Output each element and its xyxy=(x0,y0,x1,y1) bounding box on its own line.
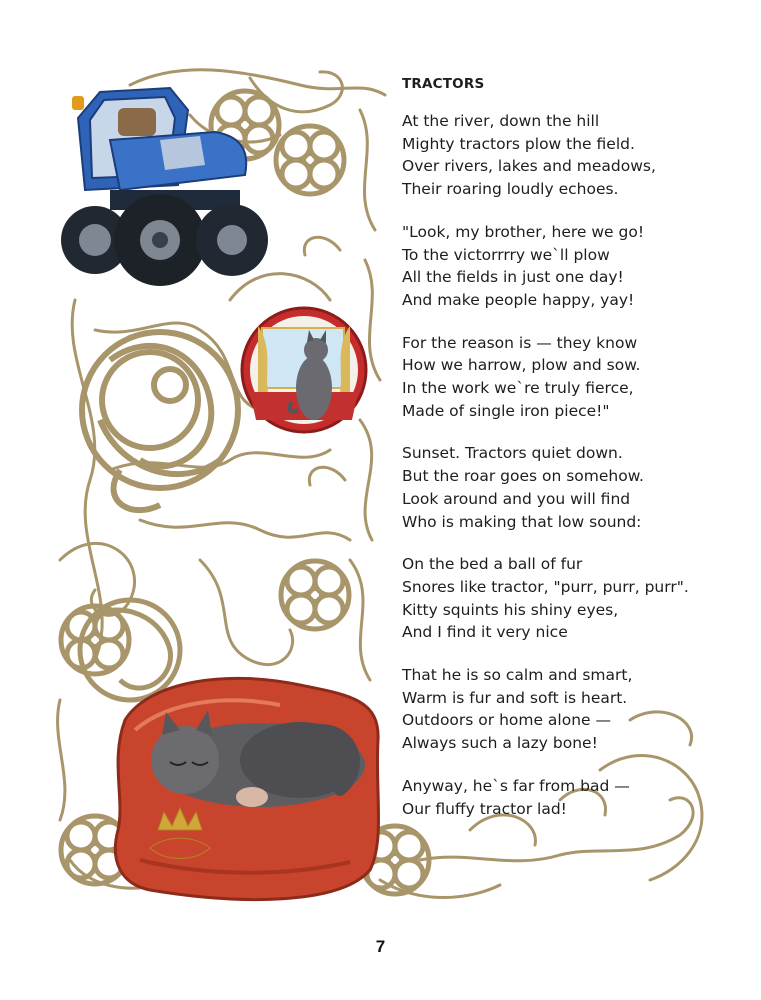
poem-line: Snores like tractor, "purr, purr, purr". xyxy=(402,577,689,596)
poem-line: Look around and you will find xyxy=(402,489,631,508)
poem-line: Outdoors or home alone — xyxy=(402,711,612,730)
poem-line: That he is so calm and smart, xyxy=(402,666,633,685)
poem-line: Over rivers, lakes and meadows, xyxy=(402,157,656,176)
stanza-5 xyxy=(402,553,732,644)
stanza-6 xyxy=(402,664,732,755)
poem-line: Warm is fur and soft is heart. xyxy=(402,688,628,707)
poem-line: All the fields in just one day! xyxy=(402,268,624,287)
dragon-knot-icon xyxy=(82,332,238,510)
poem-line: How we harrow, plow and sow. xyxy=(402,356,641,375)
poem-line: Anyway, he`s far from bad — xyxy=(402,776,630,795)
poem-line: At the river, down the hill xyxy=(402,112,600,130)
poem xyxy=(402,76,732,840)
poem-line: "Look, my brother, here we go! xyxy=(402,222,645,241)
stanza-3 xyxy=(402,332,732,423)
stanza-1 xyxy=(402,110,732,201)
tractor-icon xyxy=(61,88,268,286)
poem-line: And I find it very nice xyxy=(402,623,568,642)
poem-line: Sunset. Tractors quiet down. xyxy=(402,444,623,463)
poem-line: Who is making that low sound: xyxy=(402,512,642,531)
poem-line: Our fluffy tractor lad! xyxy=(402,799,567,818)
stanza-7 xyxy=(402,775,732,820)
sleeping-cat-cushion xyxy=(115,678,378,899)
stanza-4 xyxy=(402,442,732,533)
poem-line: Their roaring loudly echoes. xyxy=(402,180,619,199)
poem-line: On the bed a ball of fur xyxy=(402,555,583,574)
poem-line: Always such a lazy bone! xyxy=(402,734,598,753)
page-number: 7 xyxy=(375,937,386,956)
poem-line: In the work we`re truly fierce, xyxy=(402,379,634,398)
cat-window-medallion xyxy=(242,308,366,432)
poem-line: Kitty squints his shiny eyes, xyxy=(402,600,619,619)
poem-title: TRACTORS xyxy=(402,76,485,92)
poem-line: But the roar goes on somehow. xyxy=(402,467,644,486)
stanza-2 xyxy=(402,221,732,312)
poem-line: And make people happy, yay! xyxy=(402,290,635,309)
poem-line: To the victorrrry we`ll plow xyxy=(402,245,610,264)
poem-line: For the reason is — they know xyxy=(402,333,638,352)
poem-line: Mighty tractors plow the field. xyxy=(402,134,635,153)
poem-line: Made of single iron piece!" xyxy=(402,401,610,420)
